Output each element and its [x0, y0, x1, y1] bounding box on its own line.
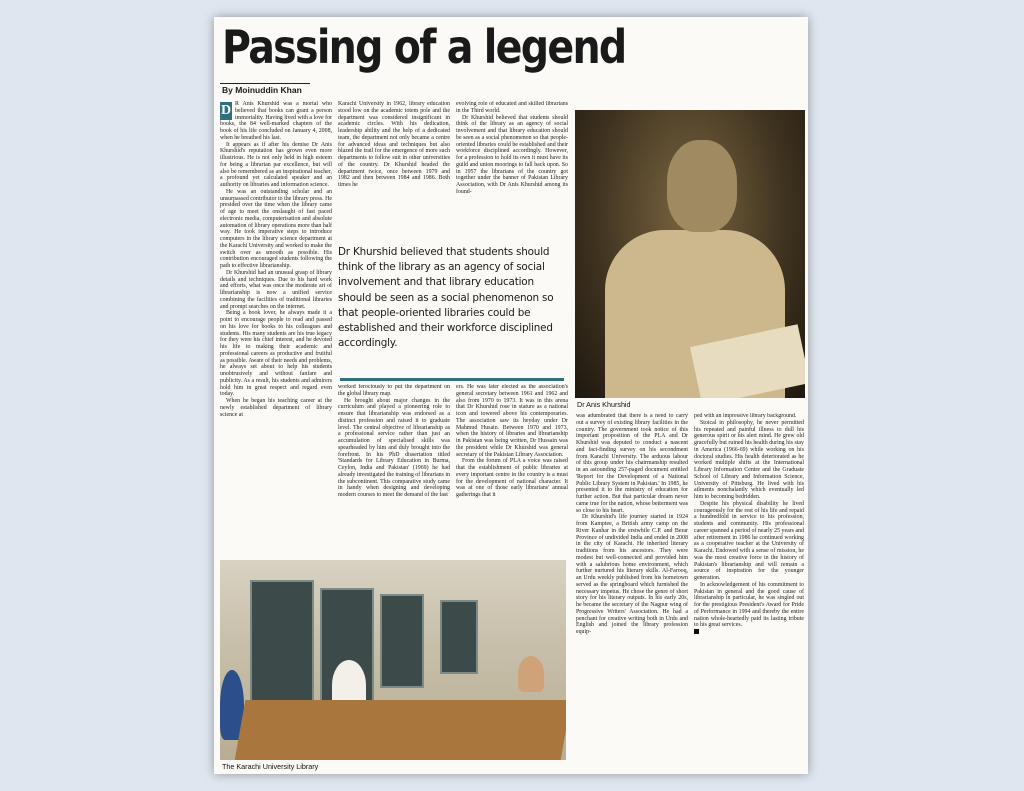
- column-1: [220, 101, 332, 557]
- paragraph: Stoical in philosophy, he never permitted his repeated and painful illness to dull his generous spirit or his alert mind. He grew old gracefully but ruined his health during his stay in America (1966-69) while working on his doctoral studies. His health deteriorated as he worked multiple shifts at the International Library Information Centre and the Graduate School of Library and Information Science, University of Pittsburg. He lived with his ailments nonchalantly which eventually led him to becoming bedridden.: [694, 419, 804, 500]
- library-photo: [220, 560, 566, 760]
- paragraph: From the forum of PLA a voice was raised that the establishment of public libraries at every important centre in the country is a must for the development of national character. It was at one of those early librarians' annual gatherings that it: [456, 458, 568, 498]
- paragraph: In acknowledgement of his commitment to Pakistan in general and the good cause of librarianship in particular, he was singled out for the prestigious President's Award for Pride of Performance in 1994 and thereby the entire nation whole-heartedly paid its lasting tribute to his great services.: [694, 581, 804, 629]
- column-5-bottom: [694, 413, 804, 771]
- bookshelf: [440, 600, 478, 674]
- library-caption: The Karachi University Library: [222, 762, 319, 771]
- column-4-bottom: [576, 413, 688, 771]
- pull-quote-rule: [340, 378, 564, 381]
- paragraph: He was an outstanding scholar and an unsurpassed contributor to the library press. He presided over the time when the library came of age to meet the onslaught of fast paced electronic media, computerisation and absolute automation of library operations more than half way. He took imperative steps to introduce computers in the library science department at the Karachi University and worked to make the switch over as smooth as possible. His contribution encouraged students following the path to effective librarianship.: [220, 188, 332, 269]
- column-3-bottom: [456, 384, 568, 556]
- paragraph: It appears as if after his demise Dr Anis Khurshid's reputation has grown even more illustrious. He is not only held in high esteem for being a librarian par excellence, but will also be remembered as an inspirational teacher, a profound yet calculated speaker and an authority on libraries and information science.: [220, 141, 332, 188]
- newspaper-page: [214, 17, 808, 774]
- paragraph: ped with an impressive library background.: [694, 413, 797, 419]
- paragraph: R Anis Khurshid was a mortal who believed that books can grant a person immortality. Having lived with a love for books, the 84 well-marked chapters of the book of his life concluded on January 4, 2008, when he breathed his last.: [220, 101, 332, 141]
- column-2-top: [338, 101, 450, 241]
- bookshelf: [380, 594, 424, 688]
- paragraph: He brought about major changes in the curriculum and played a pioneering role to ensure that librarianship was endorsed as a distinct profession and raised it to graduate level. The central objective of librarianship as a professional service rather than just an accumulation of specialised skills was spearheaded by him and duly brought into the forefront. In his PhD dissertation titled 'Standards for Library Education in Burma, Ceylon, India and Pakistan' (1969) he had already investigated the training of librarians in the subcontinent. This comparative study came in handy when designing and developing modern courses to meet the demand of the fast: [338, 397, 450, 498]
- paragraph: Despite his physical disability he lived courageously for the rest of his life and repaid a hundredfold in service to his profession, students and community. His professional career spanned a period of nearly 25 years and after retirement in 1986 he continued working as a cooperative teacher at the University of Karachi. Endowed with a sense of mission, he was the most creative force in the history of Pakistan's librarianship and will remain a source of inspiration for the younger generation.: [694, 500, 804, 581]
- paragraph: Dr Khurshid believed that students should think of the library as an agency of social involvement and that library education should be seen as a social phenomenon so that people-oriented libraries could be established and their workforce disciplined accordingly. However, for a profession to hold its own it must have its guild and union moorings to fall back upon. So in 1957 the librarians of the country got together under the banner of Pakistan Library Association, with Dr Anis Khurshid among its found-: [456, 114, 568, 195]
- byline-rule: [220, 83, 310, 84]
- portrait-caption: Dr Anis Khurshid: [577, 400, 631, 409]
- paragraph: Dr Khurshid's life journey started in 1924 from Kamptee, a British army camp on the River Kanhar in the erstwhile C.P. and Berar Province of undivided India and ended in 2008 in the city of Karachi. He inherited literary traditions from his ancestors. They were modest but well-connected and provided him with a salubrious home environment, which further nurtured his literary skills. Al-Farooq, an Urdu weekly published from his hometown served as the springboard which furnished the necessary impetus. He chose the genre of short story for his literary outputs. In his early 20s, he became the secretary of the Nagpur wing of Progressive Writers' Association. He had a penchant for creative writing both in Urdu and English and joined the library profession equip-: [576, 514, 688, 635]
- paragraph: evolving role of educated and skilled librarians in the Third world.: [456, 101, 568, 114]
- reader-figure: [518, 656, 544, 692]
- paragraph: worked ferociously to put the department on the global library map.: [338, 384, 450, 397]
- library-table: [235, 700, 566, 760]
- paragraph: Karachi University in 1962, library education stood low on the academic totem pole and the department was considered insignificant in academic circles. With his dedication, leadership ability and the help of a dedicated team, the department not only became a centre for advanced ideas and techniques but also blazed the trail for the emergence of more such departments to follow suit in other universities of the country. Dr Khurshid headed the department twice, once between 1979 and 1982 and then between 1984 and 1986. Both times he: [338, 101, 450, 188]
- paragraph: When he began his teaching career at the newly established department of library science at: [220, 398, 332, 418]
- paragraph: Being a book lover, he always made it a point to encourage people to read and passed on his love for books to his colleagues and students. His many students are his true legacy for they were his chief interest, and he devoted his life to making their academic and professional careers as productive and fruitful as possible. Aware of their needs and problems, he always set about to help his students unobtrusively and without fanfare and publicity. As a result, his students and admirers hold him in great respect and regard even today.: [220, 310, 332, 398]
- portrait-head: [667, 140, 737, 232]
- byline: By Moinuddin Khan: [222, 85, 302, 95]
- column-3-top: [456, 101, 568, 241]
- pull-quote: Dr Khurshid believed that students should think of the library as an agency of social involvement and that library education should be seen as a social phenomenon so that people-oriented libraries could be established and their workforce disciplined accordingly.: [338, 246, 554, 350]
- column-2-bottom: [338, 384, 450, 556]
- portrait-photo: [575, 110, 805, 398]
- paragraph: Dr Khurshid had an unusual grasp of library details and techniques. Due to his hard work and efforts, what was once the moderate art of librarianship is now a unified service combining the facilities of traditional libraries and prompt searches on the internet.: [220, 269, 332, 310]
- headline: Passing of a legend: [222, 20, 626, 74]
- drop-cap: D: [220, 103, 232, 118]
- end-mark: [694, 629, 699, 634]
- paragraph: was adumbrated that there is a need to carry out a survey of existing library facilities in the country. The government took notice of this important proposition of the PLA and Dr Khurshid was deputed to conduct a nascent and fact-finding survey on his secondment from Karachi University. The arduous labour of this group under his chairmanship resulted in an astounding 257-paged document entitled 'Report for the Development of a National Public Library System in Pakistan.' In 1985, he presented it to the ministry of education for further action. But that particular dream never came true for the nation, whose betterment was so close to his heart.: [576, 413, 688, 514]
- paragraph: ers. He was later elected as the association's general secretary between 1961 and 1962 and also from 1970 to 1973. It was in this arena that Dr Khurshid rose in stature as a national icon and towered above his contemporaries. The association saw its heyday under Dr Mahmud Husain. Between 1970 and 1973, when the history of libraries and librarianship in Pakistan was being written, Dr Hussain was the president while Dr Khurshid was general secretary of the Pakistan Library Association.: [456, 384, 568, 458]
